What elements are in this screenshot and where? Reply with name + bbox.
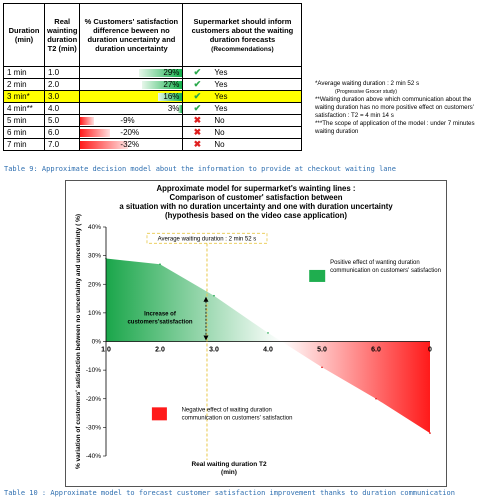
header-duration: Duration (min) — [4, 4, 45, 67]
table-row — [4, 67, 302, 79]
footnotes — [315, 80, 485, 136]
cell-t2: 4.0 — [45, 103, 80, 115]
table-caption: Table 9: Approximate decision model about the information to provide at checkout waiting lane — [4, 165, 396, 173]
x-tick-label: 4.0 — [263, 346, 273, 354]
cross-icon: ✖ — [183, 127, 212, 139]
cell-t2: 1.0 — [45, 67, 80, 79]
cell-answer: No — [211, 139, 302, 151]
cell-pct — [80, 139, 183, 151]
cell-duration: 5 min — [4, 115, 45, 127]
cell-answer: No — [211, 127, 302, 139]
cell-pct — [80, 127, 183, 139]
pct-value: 3% — [167, 103, 180, 113]
header-inform: Supermarket should inform customers about the waiting duration forecasts (Recommendations) — [183, 4, 302, 67]
note-average: *Average waiting duration : 2 min 52 s — [315, 80, 420, 87]
cell-answer: Yes — [211, 91, 302, 103]
x-tick-label: 3.0 — [209, 346, 219, 354]
chart-title-line: Approximate model for supermarket's wainting lines : — [156, 184, 356, 193]
legend-negative-label: communication on customers' satisfaction — [181, 415, 293, 422]
y-tick-label: 10% — [87, 309, 101, 317]
legend-negative-swatch — [152, 407, 167, 420]
x-tick-label: 2.0 — [155, 346, 165, 354]
cell-t2: 2.0 — [45, 79, 80, 91]
cross-icon: ✖ — [183, 115, 212, 127]
table-row — [4, 91, 302, 103]
cell-t2: 5.0 — [45, 115, 80, 127]
header-t2: Real wainting duration T2 (min) — [45, 4, 80, 67]
cell-t2: 6.0 — [45, 127, 80, 139]
chart — [65, 180, 447, 487]
table-row — [4, 115, 302, 127]
cell-answer: No — [211, 115, 302, 127]
y-tick-label: 20% — [87, 281, 101, 289]
pct-value: -20% — [120, 127, 140, 137]
table-row — [4, 103, 302, 115]
check-icon: ✔ — [183, 67, 212, 79]
data-point — [159, 263, 161, 265]
cell-pct — [80, 115, 183, 127]
cell-pct — [80, 79, 183, 91]
cell-pct — [80, 103, 183, 115]
y-tick-label: 40% — [87, 224, 101, 231]
y-axis-label: % variation of customers' satisfaction between no uncertainty and uncertainty ( %) — [75, 213, 82, 470]
check-icon: ✔ — [183, 91, 212, 103]
note-scope: ***The scope of application of the model : under 7 minutes waiting duration — [315, 120, 475, 135]
data-point — [213, 295, 215, 297]
x-tick-label: 6.0 — [371, 346, 381, 354]
data-point — [267, 332, 269, 334]
cell-duration: 3 min* — [4, 91, 45, 103]
check-icon: ✔ — [183, 79, 212, 91]
y-tick-label: -30% — [85, 424, 101, 432]
data-point — [321, 366, 323, 368]
cell-answer: Yes — [211, 103, 302, 115]
chart-title-line: Comparison of customer' satisfaction between — [169, 193, 343, 202]
note-threshold: **Waiting duration above which communication about the waiting duration has no more positive effect on customers' satisfaction : T2 = 4 min 14 s — [315, 96, 474, 119]
cell-t2: 3.0 — [45, 91, 80, 103]
chart-caption: Table 10 : Approximate model to forecast customer satisfaction improvement thanks to duration communication — [4, 489, 455, 497]
table-header-row — [4, 4, 302, 67]
cell-pct — [80, 67, 183, 79]
positive-area — [106, 258, 282, 341]
y-tick-label: -20% — [85, 395, 101, 403]
y-tick-label: -40% — [85, 453, 101, 460]
negative-area — [282, 342, 431, 434]
cell-duration: 4 min** — [4, 103, 45, 115]
x-tick-label: 0 — [428, 346, 432, 354]
pct-bar — [80, 117, 94, 125]
table-row — [4, 127, 302, 139]
y-tick-label: 0% — [91, 338, 101, 346]
pct-value: 27% — [163, 79, 180, 89]
cell-answer: Yes — [211, 67, 302, 79]
y-tick-label: -10% — [85, 367, 101, 375]
pct-value: 16% — [163, 91, 180, 101]
average-marker-label: Average waiting duration : 2 min 52 s — [157, 236, 257, 243]
x-tick-label: 1.0 — [101, 346, 111, 354]
pct-value: 29% — [163, 67, 180, 77]
check-icon: ✔ — [183, 103, 212, 115]
data-point — [429, 432, 431, 434]
x-axis-label: Real waiting duration T2 — [191, 461, 267, 468]
x-tick-label: 5.0 — [317, 346, 327, 354]
x-axis-unit: (min) — [221, 469, 237, 476]
chart-title-line: (hypothesis based on the video case application) — [165, 211, 347, 220]
increase-label: Increase of — [144, 311, 176, 318]
cell-duration: 1 min — [4, 67, 45, 79]
legend-positive-swatch — [309, 270, 325, 282]
table-body — [4, 67, 302, 151]
table-row — [4, 139, 302, 151]
header-pct: % Customers' satisfaction difference beween no duration uncertainty and duration uncertainty — [80, 4, 183, 67]
y-tick-label: 30% — [87, 252, 101, 260]
increase-label: customers'satisfaction — [127, 319, 193, 326]
legend-positive-label: communication on customers' satisfaction — [330, 268, 441, 275]
chart-title-line: a situation with no duration uncertainty and one with duration uncertainty — [119, 202, 393, 211]
cell-pct — [80, 91, 183, 103]
pct-value: -9% — [120, 115, 135, 125]
decision-table — [3, 3, 302, 151]
cell-t2: 7.0 — [45, 139, 80, 151]
pct-bar — [80, 129, 110, 137]
data-point — [375, 398, 377, 400]
legend-positive-label: Positive effect of wanting duration — [330, 260, 420, 267]
table-row — [4, 79, 302, 91]
cell-duration: 6 min — [4, 127, 45, 139]
pct-value: -32% — [120, 139, 140, 149]
chart-plot — [66, 181, 446, 486]
cell-duration: 2 min — [4, 79, 45, 91]
note-source: (Progressive Grocer study) — [335, 89, 397, 95]
legend-negative-label: Negative effect of waiting duration — [181, 407, 272, 414]
cell-duration: 7 min — [4, 139, 45, 151]
cell-answer: Yes — [211, 79, 302, 91]
cross-icon: ✖ — [183, 139, 212, 151]
